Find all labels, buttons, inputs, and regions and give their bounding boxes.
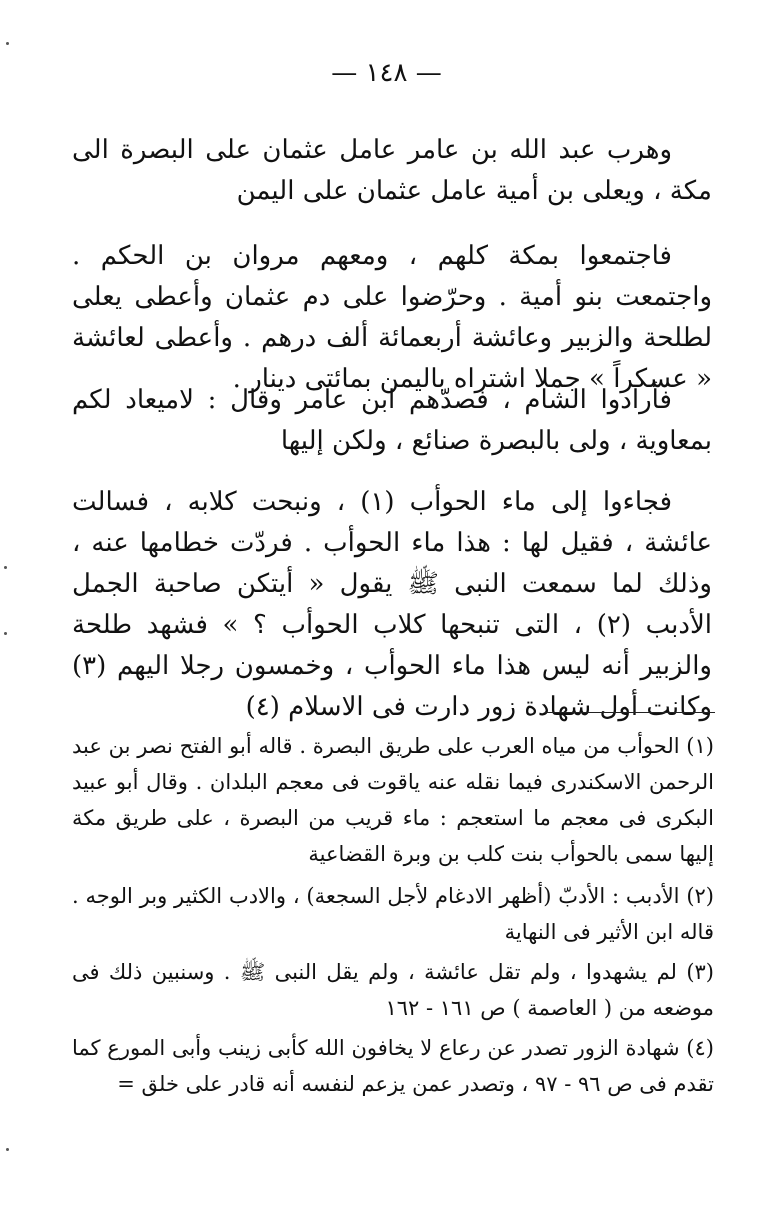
scan-speck	[6, 42, 9, 45]
paragraph-1	[72, 130, 712, 212]
paragraph-text: وهرب عبد الله بن عامر عامل عثمان على البصرة الى مكة ، ويعلى بن أمية عامل عثمان على اليمن	[72, 135, 712, 206]
footnote-separator	[545, 712, 715, 713]
footnote-4: (٤) شهادة الزور تصدر عن رعاع لا يخافون الله كأبى زينب وأبى المورع كما تقدم فى ص ٩٦ - ٩٧ ، وتصدر عمن يزعم لنفسه أنه قادر على خلق =	[72, 1036, 714, 1096]
footnote-3: (٣) لم يشهدوا ، ولم تقل عائشة ، ولم يقل النبى ﷺ . وسنبين ذلك فى موضعه من ( العاصمة ) ص ١٦١ - ١٦٢	[72, 960, 714, 1020]
paragraph-text: فأرادوا الشام ، فصدّهم ابن عامر وقال : لاميعاد لكم بمعاوية ، ولى بالبصرة صنائع ، ولكن إليها	[72, 385, 712, 456]
paragraph-2	[72, 236, 712, 400]
scan-speck	[4, 566, 7, 569]
paragraph-4	[72, 482, 712, 728]
page-number: — ١٤٨ —	[331, 58, 442, 88]
paragraph-text: فاجتمعوا بمكة كلهم ، ومعهم مروان بن الحكم . واجتمعت بنو أمية . وحرّضوا على دم عثمان وأعطى يعلى لطلحة والزبير وعائشة أربعمائة ألف درهم . وأعطى لعائشة « عسكراً » جملا اشتراه باليمن بمائتى دينار .	[72, 241, 712, 394]
footnotes	[72, 728, 714, 1106]
paragraph-text: فجاءوا إلى ماء الحوأب (١) ، ونبحت كلابه ، فسالت عائشة ، فقيل لها : هذا ماء الحوأب . فردّت خطامها عنه ، وذلك لما سمعت النبى ﷺ يقول « أيتكن صاحبة الجمل الأدبب (٢) ، التى تنبحها كلاب الحوأب ؟ » فشهد طلحة والزبير أنه ليس هذا ماء الحوأب ، وخمسون رجلا اليهم (٣) وكانت أول شهادة زور دارت فى الاسلام (٤)	[72, 487, 712, 722]
footnote-1: (١) الحوأب من مياه العرب على طريق البصرة . قاله أبو الفتح نصر بن عبد الرحمن الاسكندرى فيما نقله عنه ياقوت فى معجم البلدان . وقال أبو عبيد البكرى فى معجم ما استعجم : ماء قريب من البصرة ، على طريق مكة إليها سمى بالحوأب بنت كلب بن وبرة القضاعية	[72, 734, 714, 866]
paragraph-3	[72, 380, 712, 462]
scan-speck	[6, 1148, 9, 1151]
footnote-2: (٢) الأدبب : الأدبّ (أظهر الادغام لأجل السجعة) ، والادب الكثير وبر الوجه . قاله ابن الأثير فى النهاية	[72, 884, 714, 944]
scan-speck	[4, 632, 7, 635]
